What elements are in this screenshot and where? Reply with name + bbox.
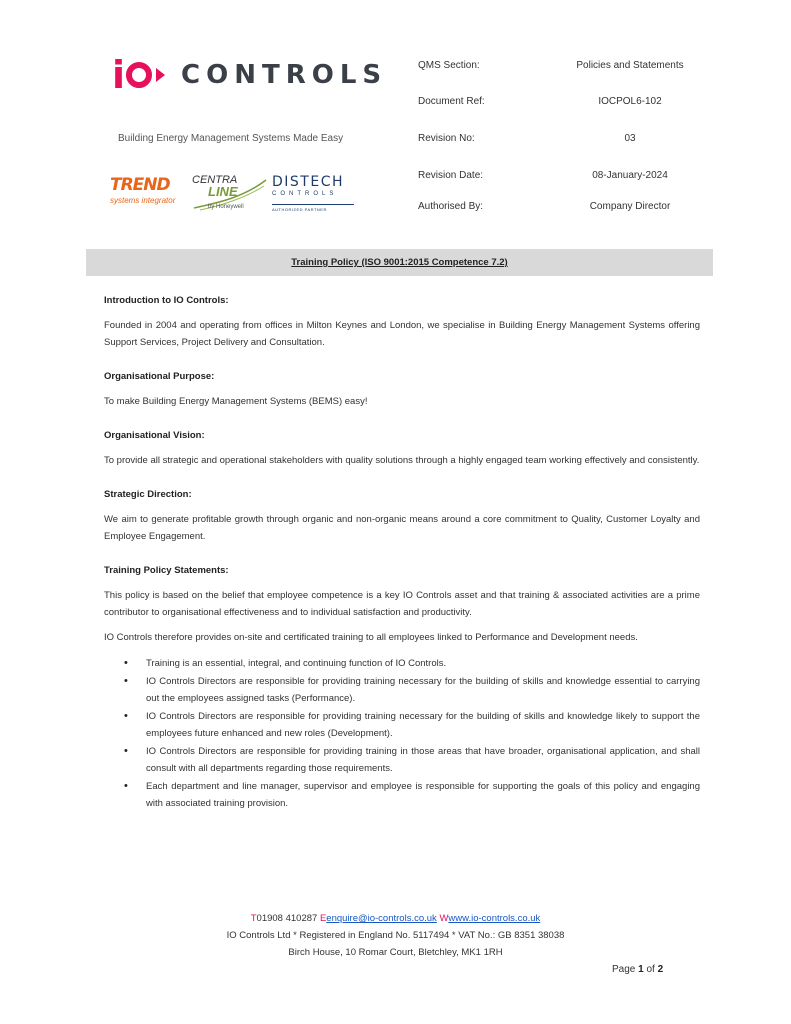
distech-logo-text: DISTECH (272, 174, 344, 190)
page-prefix: Page (612, 964, 636, 975)
meta-value-revision-date: 08-January-2024 (592, 170, 668, 181)
document-title: Training Policy (ISO 9001:2015 Competence 7.2) (291, 257, 508, 268)
page-total: 2 (657, 964, 664, 975)
footer-email-link[interactable]: enquire@io-controls.co.uk (326, 913, 437, 924)
page-number (612, 964, 663, 975)
tagline: Building Energy Management Systems Made Easy (118, 133, 344, 144)
meta-value-revision-no: 03 (624, 133, 636, 144)
logo-triangle-icon (156, 68, 165, 82)
logo-controls-text: CONTROLS (181, 60, 388, 90)
document-body (104, 292, 700, 813)
vision-heading: Organisational Vision: (104, 430, 205, 441)
vision-text: To provide all strategic and operational stakeholders with quality solutions through a highly engaged team working effectively and consistently. (104, 455, 700, 466)
distech-logo (272, 174, 358, 212)
meta-label-revision-no: Revision No: (418, 133, 475, 144)
list-item: • IO Controls Directors are responsible for providing training necessary for the building of skills and knowledge essential to carrying out the employees assigned tasks (Performance). (104, 673, 700, 707)
io-controls-logo (112, 52, 387, 98)
statements-paragraph-1: This policy is based on the belief that employee competence is a key IO Controls asset and that training & associated activities are a prime contributor to organisational effectiveness and to individual satisfaction and productivity. (104, 590, 700, 618)
centraline-logo-sub: by Honeywell (208, 204, 244, 210)
centraline-logo (190, 174, 268, 214)
footer-phone-key: T (250, 913, 257, 924)
list-item: • Training is an essential, integral, and continuing function of IO Controls. (104, 655, 700, 672)
partner-logos (108, 170, 358, 216)
intro-heading: Introduction to IO Controls: (104, 295, 229, 306)
list-item: • Each department and line manager, supervisor and employee is responsible for supporting the goals of this policy and engaging with associated training provision. (104, 778, 700, 812)
centraline-logo-line: LINE (208, 184, 238, 199)
direction-heading: Strategic Direction: (104, 489, 192, 500)
distech-logo-foot: AUTHORIZED PARTNER (272, 207, 327, 212)
intro-text: Founded in 2004 and operating from offices in Milton Keynes and London, we specialise in Building Energy Management Systems offering Support Services, Project Delivery and Consultation. (104, 320, 700, 348)
statements-paragraph-2: IO Controls therefore provides on-site and certificated training to all employees linked to Performance and Development needs. (104, 632, 638, 643)
meta-value-qms-section: Policies and Statements (576, 60, 684, 71)
meta-label-revision-date: Revision Date: (418, 170, 484, 181)
logo-ring-icon (126, 62, 152, 88)
meta-value-document-ref: IOCPOL6-102 (598, 96, 662, 107)
footer-address: Birch House, 10 Romar Court, Bletchley, MK1 1RH (288, 947, 503, 958)
direction-text: We aim to generate profitable growth through organic and non-organic means around a core commitment to Quality, Customer Loyalty and Employee Engagement. (104, 514, 700, 542)
policy-bullet-list (104, 655, 700, 812)
footer-contact-line (0, 913, 791, 924)
trend-logo (110, 176, 175, 206)
page-current: 1 (638, 964, 644, 975)
meta-label-qms-section: QMS Section: (418, 60, 480, 71)
meta-label-authorised-by: Authorised By: (418, 201, 484, 212)
list-item: • IO Controls Directors are responsible for providing training in those areas that have broader, organisational application, and shall consult with all departments regarding those requirements. (104, 743, 700, 777)
centraline-logo-top: CENTRA (192, 174, 238, 186)
meta-label-document-ref: Document Ref: (418, 96, 485, 107)
purpose-text: To make Building Energy Management Systems (BEMS) easy! (104, 396, 368, 407)
distech-divider (272, 204, 354, 205)
trend-logo-text: TREND (110, 175, 170, 195)
footer-web-key: W (439, 913, 449, 924)
footer-phone: 01908 410287 (256, 913, 318, 924)
trend-logo-subtext: systems integrator (110, 196, 176, 205)
statements-heading: Training Policy Statements: (104, 565, 229, 576)
meta-value-authorised-by: Company Director (589, 201, 671, 212)
page-of: of (646, 964, 655, 975)
distech-logo-subtext: CONTROLS (272, 191, 338, 197)
list-item: • IO Controls Directors are responsible for providing training necessary for the building of skills and knowledge likely to support the employees future enhanced and new roles (Development). (104, 708, 700, 742)
document-title-bar (86, 249, 713, 276)
footer-email-key: E (319, 913, 327, 924)
purpose-heading: Organisational Purpose: (104, 371, 215, 382)
footer-registration: IO Controls Ltd * Registered in England No. 5117494 * VAT No.: GB 8351 38038 (226, 930, 565, 941)
logo-io-letter: i (112, 53, 124, 97)
footer-web-link[interactable]: www.io-controls.co.uk (448, 913, 541, 924)
